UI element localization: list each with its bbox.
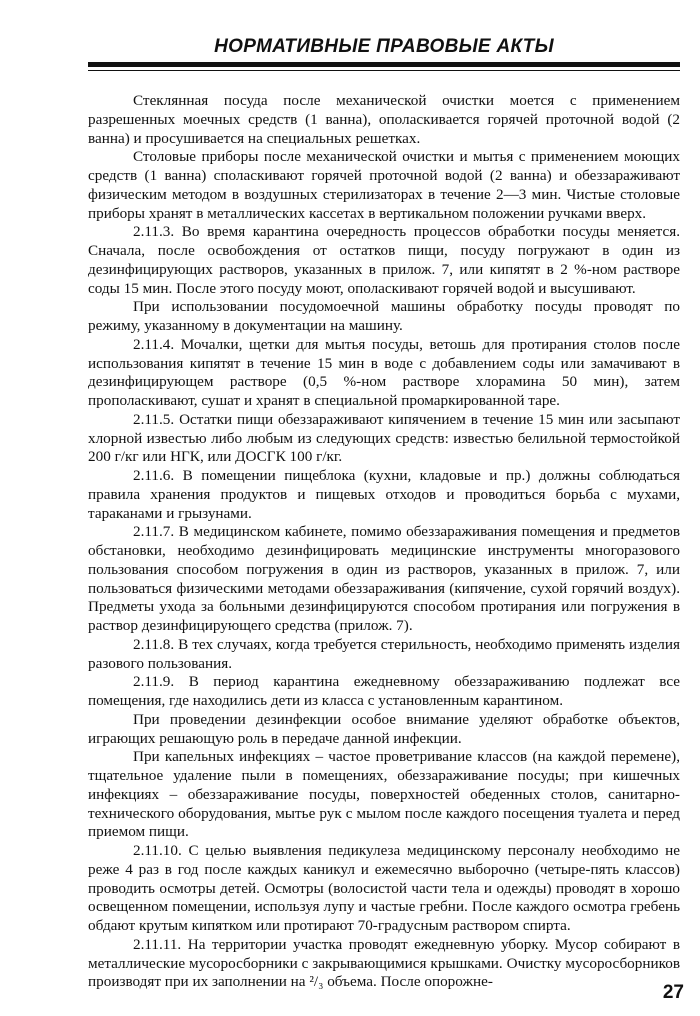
paragraph: 2.11.8. В тех случаях, когда требуется стерильность, необходимо применять изделия разового пользования. (88, 635, 680, 672)
paragraph: 2.11.4. Мочалки, щетки для мытья посуды, ветошь для протирания столов после использования кипятят в течение 15 мин в воде с добавлением соды или замачивают в дезинфицирующем растворе (0,5 %-ном растворе хлорамина 50 мин), затем прополаскивают, сушат и хранят в специальной промаркированной таре. (88, 335, 680, 409)
paragraph: 2.11.6. В помещении пищеблока (кухни, кладовые и пр.) должны соблюдаться правила хранения продуктов и пищевых отходов и проводиться борьба с мухами, тараканами и грызунами. (88, 467, 680, 522)
paragraph: 2.11.9. В период карантина ежедневному обеззараживанию подлежат все помещения, где находились дети из класса с установленным карантином. (88, 673, 680, 709)
paragraph: 2.11.10. С целью выявления педикулеза медицинскому персоналу необходимо не реже 4 раз в год после каждых каникул и ежемесячно выборочно (четыре-пять классов) проводить осмотры детей. Осмотры (волосистой части тела и одежды) проводят в хорошо освещенном помещении, используя лупу и частые гребни. После каждого осмотра гребень обдают крутым кипятком или протирают 70-градусным раствором спирта. (88, 842, 680, 934)
header-rule-thick (88, 62, 680, 67)
page-number: 27 (662, 982, 684, 1003)
body-text (88, 92, 680, 992)
paragraph: Столовые приборы после механической очистки и мытья с применением моющих средств (1 ванна) споласкивают горячей проточной водой (2 ванна) и обеззараживают физическим методом в воздушных стерилизаторах в течение 2—3 мин. Чистые столовые приборы хранят в металлических кассетах в вертикальном положении ручками вверх. (88, 148, 680, 222)
paragraph: При использовании посудомоечной машины обработку посуды проводят по режиму, указанному в документации на машину. (88, 298, 680, 334)
paragraph: При капельных инфекциях – частое проветривание классов (на каждой перемене), тщательное удаление пыли в помещениях, обеззараживание посуды; при кишечных инфекциях – обеззараживание посуды, поверхностей обеденных столов, санитарно-технического оборудования, мытье рук с мылом после каждого посещения туалета и перед приемом пищи. (88, 748, 680, 841)
paragraph: 2.11.7. В медицинском кабинете, помимо обеззараживания помещения и предметов обстановки, необходимо дезинфицировать медицинские инструменты многоразового пользования способом погружения в один из растворов, указанных в прилож. 7, или пользоваться физическими методами обеззараживания (кипячение, сухой горячий воздух). Предметы ухода за больными дезинфицируются способом протирания или погружения в раствор дезинфицирующего средства (прилож. 7). (88, 523, 680, 634)
paragraph: 2.11.11. На территории участка проводят ежедневную уборку. Мусор собирают в металлические мусоросборники с закрывающимися крышками. Очистку мусоросборников производят при их заполнении на ²/₃ объема. После опорожне- (88, 935, 680, 991)
paragraph: Стеклянная посуда после механической очистки моется с применением разрешенных моечных средств (1 ванна), ополаскивается горячей проточной водой (2 ванна) и просушивается на специальных решетках. (88, 92, 680, 147)
paragraph: При проведении дезинфекции особое внимание уделяют обработке объектов, играющих решающую роль в передаче данной инфекции. (88, 710, 680, 747)
section-header: НОРМАТИВНЫЕ ПРАВОВЫЕ АКТЫ (214, 36, 554, 57)
paragraph: 2.11.3. Во время карантина очередность процессов обработки посуды меняется. Сначала, после освобождения от остатков пищи, посуду погружают в один из дезинфицирующих растворов, указанных в прилож. 7, или кипятят в 2 %-ном растворе соды 15 мин. После этого посуду моют, ополаскивают горячей водой и высушивают. (88, 223, 680, 297)
header-rule-thin (88, 70, 680, 71)
paragraph: 2.11.5. Остатки пищи обеззараживают кипячением в течение 15 мин или засыпают хлорной известью либо любым из следующих средств: известью белильной термостойкой 200 г/кг или НГК, или ДОСГК 100 г/кг. (88, 410, 680, 466)
